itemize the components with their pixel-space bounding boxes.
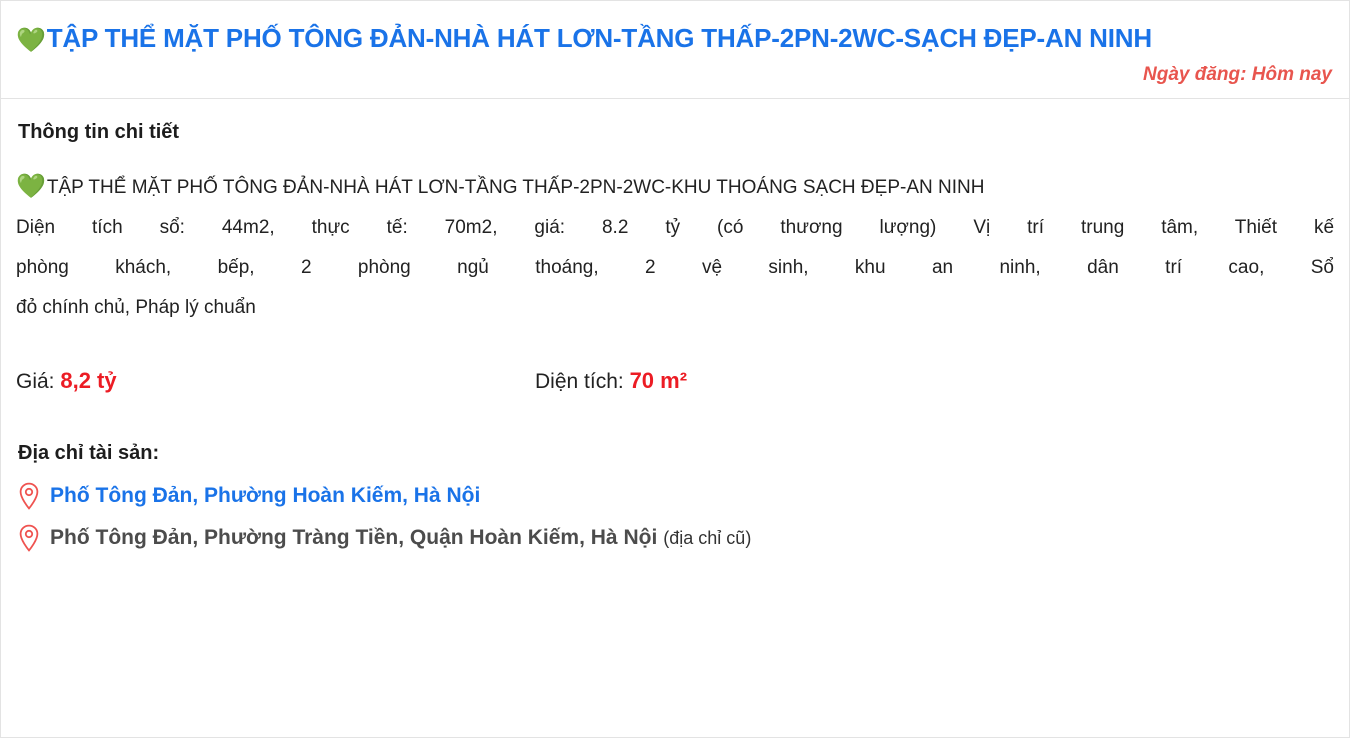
- details-line-2: [16, 208, 1334, 248]
- area-stat: [535, 368, 687, 394]
- price-stat: [16, 368, 535, 394]
- address-heading: Địa chỉ tài sản:: [18, 442, 160, 464]
- top-divider: [0, 0, 1350, 1]
- page-title[interactable]: [16, 20, 1334, 56]
- green-heart-icon: 💚: [16, 173, 46, 200]
- address-secondary-text: Phố Tông Đản, Phường Tràng Tiền, Quận Hoàn Kiếm, Hà Nội: [50, 526, 658, 549]
- details-line-3-right: Sổ: [1310, 257, 1334, 278]
- map-pin-icon: [16, 523, 42, 553]
- map-pin-icon: [16, 481, 42, 511]
- page-title-text: TẬP THỂ MẶT PHỐ TÔNG ĐẢN-NHÀ HÁT LƠN-TẦNG THẤP-2PN-2WC-SẠCH ĐẸP-AN NINH: [46, 23, 1152, 53]
- address-secondary-note: (địa chỉ cũ): [663, 527, 752, 548]
- details-line-3-left: phòng khách, bếp, 2 phòng ngủ thoáng, 2 vệ sinh, khu an ninh, dân trí cao,: [16, 257, 1265, 278]
- details-line-1: [16, 168, 1334, 208]
- posted-date: Ngày đăng: Hôm nay: [1143, 64, 1332, 85]
- address-row-primary[interactable]: [16, 481, 1334, 511]
- details-line-3: [16, 248, 1334, 288]
- details-line-4: đỏ chính chủ, Pháp lý chuẩn: [16, 297, 256, 318]
- details-line-2-right: Vị trí trung tâm, Thiết kế: [973, 217, 1335, 238]
- details-line-1-text: TẬP THỂ MẶT PHỐ TÔNG ĐẢN-NHÀ HÁT LƠN-TẦNG THẤP-2PN-2WC-KHU THOÁNG SẠCH ĐẸP-AN NINH: [46, 177, 985, 198]
- posted-date-row: [16, 64, 1334, 86]
- area-label: Diện tích:: [535, 370, 624, 393]
- details-line-2-left: Diện tích sổ: 44m2, thực tế: 70m2, giá: 8.2 tỷ (có thương lượng): [16, 217, 937, 238]
- price-value: 8,2 tỷ: [60, 368, 117, 393]
- details-heading: Thông tin chi tiết: [18, 121, 180, 143]
- area-value: 70 m²: [629, 368, 688, 393]
- details-body: [16, 168, 1334, 328]
- green-heart-icon: 💚: [16, 27, 46, 54]
- address-primary-link[interactable]: Phố Tông Đản, Phường Hoàn Kiếm, Hà Nội: [50, 484, 481, 507]
- address-row-secondary: [16, 523, 1334, 553]
- stats-row: [16, 368, 1334, 394]
- header-divider: [0, 98, 1350, 99]
- price-label: Giá:: [16, 370, 55, 393]
- left-border: [0, 0, 1, 738]
